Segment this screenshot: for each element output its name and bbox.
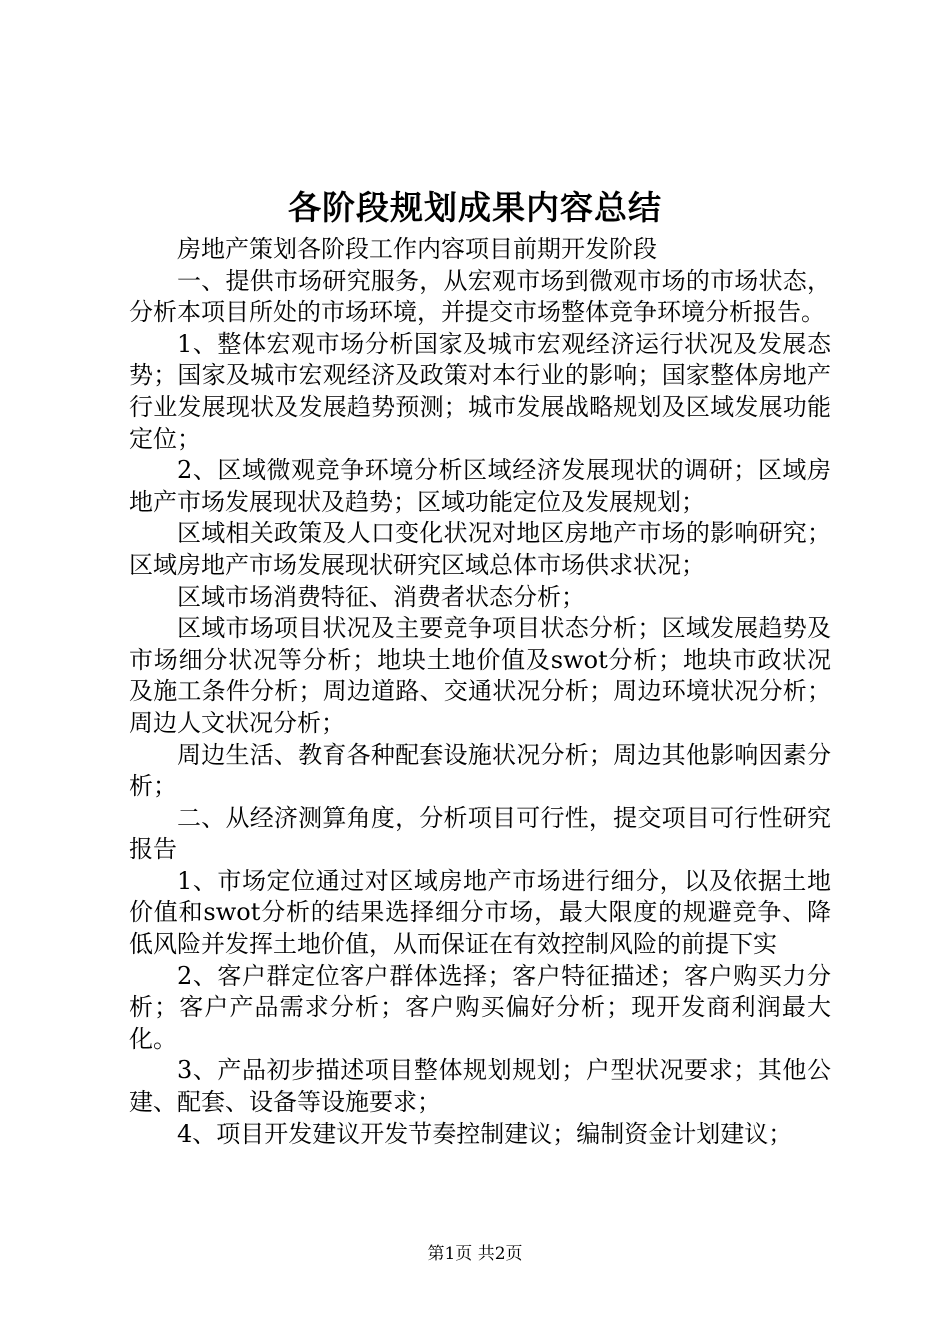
paragraph-competition: 区域市场项目状况及主要竞争项目状态分析；区域发展趋势及市场细分状况等分析；地块土地价值及swot分析；地块市政状况及施工条件分析；周边道路、交通状况分析；周边环境状况分析；周边人文状况分析；: [129, 614, 831, 737]
paragraph-facilities: 周边生活、教育各种配套设施状况分析；周边其他影响因素分析；: [129, 740, 831, 801]
paragraph-section-2: 二、从经济测算角度，分析项目可行性，提交项目可行性研究报告: [129, 803, 831, 864]
paragraph-2-2: 2、客户群定位客户群体选择；客户特征描述；客户购买力分析；客户产品需求分析；客户购买偏好分析；现开发商利润最大化。: [129, 961, 831, 1053]
paragraph-1-1: 1、整体宏观市场分析国家及城市宏观经济运行状况及发展态势；国家及城市宏观经济及政策对本行业的影响；国家整体房地产行业发展现状及发展趋势预测；城市发展战略规划及区域发展功能定位；: [129, 329, 831, 453]
paragraph-section-1: 一、提供市场研究服务，从宏观市场到微观市场的市场状态，分析本项目所处的市场环境，并提交市场整体竞争环境分析报告。: [129, 266, 831, 327]
paragraph-2-1: 1、市场定位通过对区域房地产市场进行细分，以及依据土地价值和swot分析的结果选择细分市场，最大限度的规避竞争、降低风险并发挥土地价值，从而保证在有效控制风险的前提下实: [129, 866, 831, 959]
paragraph-2-3: 3、产品初步描述项目整体规划规划；户型状况要求；其他公建、配套、设备等设施要求；: [129, 1056, 831, 1117]
page-footer: 第1页 共2页: [427, 1244, 523, 1264]
document-title: 各阶段规划成果内容总结: [288, 188, 662, 227]
document-body: [129, 234, 831, 1150]
paragraph-consumer: 区域市场消费特征、消费者状态分析；: [177, 582, 585, 611]
paragraph-1-2: 2、区域微观竞争环境分析区域经济发展现状的调研；区域房地产市场发展现状及趋势；区域功能定位及发展规划；: [129, 456, 831, 516]
paragraph-2-4: 4、项目开发建议开发节奏控制建议；编制资金计划建议；: [177, 1119, 793, 1148]
paragraph-intro: 房地产策划各阶段工作内容项目前期开发阶段: [177, 235, 657, 263]
paragraph-regional-policy: 区域相关政策及人口变化状况对地区房地产市场的影响研究；区域房地产市场发展现状研究区域总体市场供求状况；: [129, 519, 831, 579]
